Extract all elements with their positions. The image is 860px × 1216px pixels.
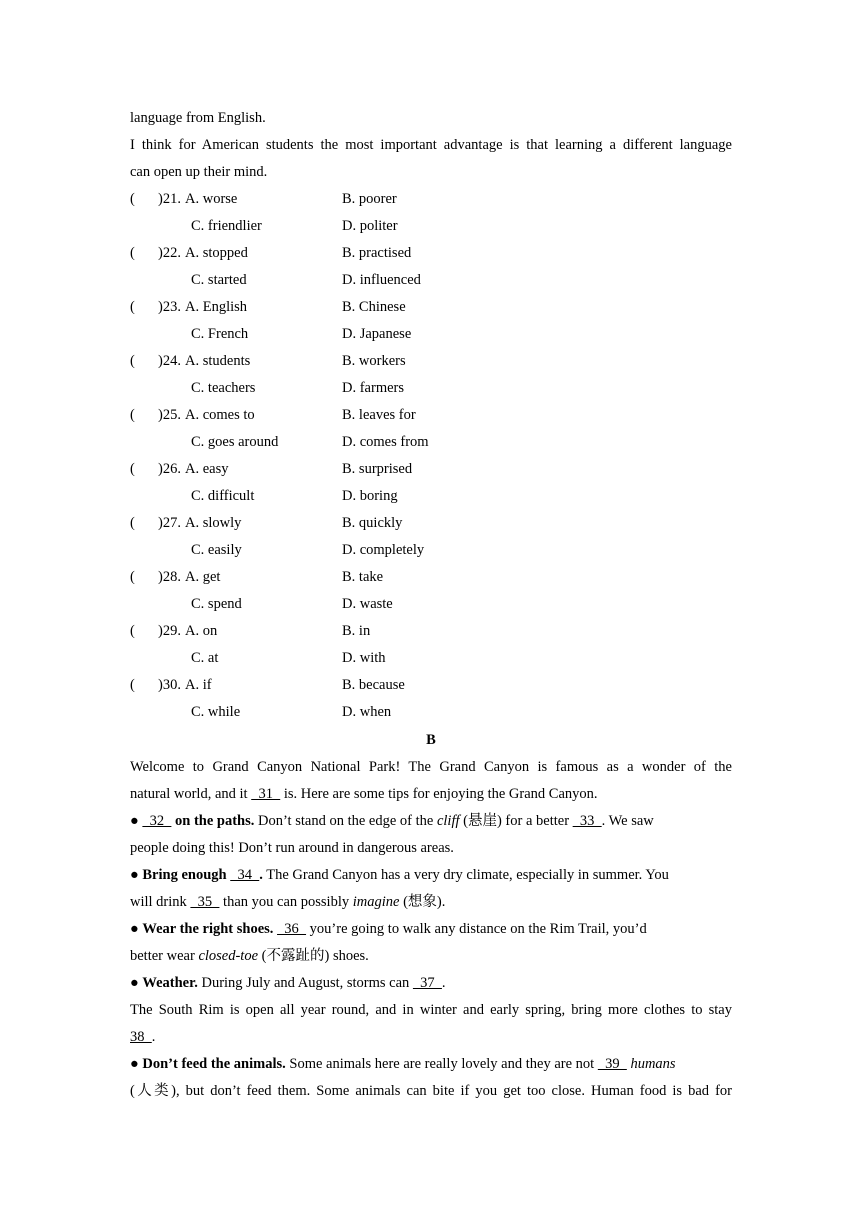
question-number: )27. [158, 515, 181, 531]
question-number: )26. [158, 461, 181, 477]
answer-paren[interactable]: ( [130, 245, 135, 261]
option-a[interactable]: A. stopped [185, 245, 248, 261]
bullet: ● [130, 813, 139, 829]
question-number: )22. [158, 245, 181, 261]
option-c[interactable]: C. French [191, 326, 249, 342]
option-c[interactable]: C. started [191, 272, 247, 288]
question-row-options [130, 432, 732, 452]
question-row-options [130, 648, 732, 668]
question-row-options [130, 324, 732, 344]
passage-line: Welcome to Grand Canyon National Park! The Grand Canyon is famous as a wonder of the [130, 759, 732, 775]
option-a[interactable]: A. easy [185, 461, 229, 477]
tip-heading: on the paths. [175, 813, 255, 829]
option-c[interactable]: C. easily [191, 542, 242, 558]
answer-paren[interactable]: ( [130, 407, 135, 423]
question-number: )23. [158, 299, 181, 315]
question-row-options [130, 378, 732, 398]
answer-paren[interactable]: ( [130, 677, 135, 693]
option-d[interactable]: D. farmers [342, 380, 405, 396]
blank-33[interactable]: 33 [572, 813, 602, 829]
text: (不露趾的) shoes. [258, 948, 369, 964]
blank-39[interactable]: 39 [597, 1056, 627, 1072]
tip-line-34 [130, 865, 732, 885]
question-number: )25. [158, 407, 181, 423]
question-row [130, 621, 732, 641]
intro-line-3: can open up their mind. [130, 164, 268, 180]
question-number: )30. [158, 677, 181, 693]
option-d[interactable]: D. waste [342, 596, 393, 612]
intro-line-1: language from English. [130, 110, 266, 126]
text: . [151, 1029, 156, 1045]
option-c[interactable]: C. at [191, 650, 219, 666]
answer-paren[interactable]: ( [130, 299, 135, 315]
tip-line-37 [130, 973, 732, 993]
blank-37[interactable]: 37 [412, 975, 442, 991]
option-a[interactable]: A. get [185, 569, 221, 585]
text: is. Here are some tips for enjoying the Grand Canyon. [280, 786, 598, 802]
tip-line-36 [130, 919, 732, 939]
text: natural world, and it [130, 786, 252, 802]
option-c[interactable]: C. difficult [191, 488, 255, 504]
question-row [130, 459, 732, 479]
tip-heading: Wear the right shoes. [142, 921, 274, 937]
bullet: ● [130, 1056, 139, 1072]
term-imagine: imagine [352, 894, 400, 910]
tip-heading: Bring enough [142, 867, 227, 883]
passage-line [130, 946, 732, 966]
answer-paren[interactable]: ( [130, 569, 135, 585]
bullet: ● [130, 921, 139, 937]
text: you’re going to walk any distance on the Rim Trail, you’d [306, 921, 647, 937]
text: The Grand Canyon has a very dry climate, especially in summer. You [262, 867, 669, 883]
tip-heading: Don’t feed the animals. [142, 1056, 286, 1072]
blank-35[interactable]: 35 [190, 894, 220, 910]
question-row [130, 297, 732, 317]
option-b[interactable]: B. in [342, 623, 371, 639]
option-b[interactable]: B. practised [342, 245, 412, 261]
bullet: ● [130, 975, 139, 991]
tip-line-39 [130, 1054, 732, 1074]
passage-line [130, 1027, 732, 1047]
option-d[interactable]: D. completely [342, 542, 425, 558]
text: . We saw [601, 813, 654, 829]
option-c[interactable]: C. goes around [191, 434, 279, 450]
question-row-options [130, 702, 732, 722]
question-row-options [130, 594, 732, 614]
answer-paren[interactable]: ( [130, 191, 135, 207]
question-number: )28. [158, 569, 181, 585]
blank-31[interactable]: 31 [251, 786, 281, 802]
option-c[interactable]: C. while [191, 704, 241, 720]
blank-32[interactable]: 32 [142, 813, 172, 829]
question-row [130, 243, 732, 263]
option-a[interactable]: A. worse [185, 191, 238, 207]
answer-paren[interactable]: ( [130, 461, 135, 477]
option-a[interactable]: A. students [185, 353, 251, 369]
question-row [130, 405, 732, 425]
answer-paren[interactable]: ( [130, 623, 135, 639]
term-humans: humans [630, 1056, 676, 1072]
text: (想象). [399, 894, 446, 910]
tip-heading: Weather. [142, 975, 198, 991]
option-b[interactable]: B. quickly [342, 515, 403, 531]
tip-line-32 [130, 811, 732, 831]
text: will drink [130, 894, 191, 910]
blank-36[interactable]: 36 [277, 921, 307, 937]
option-d[interactable]: D. Japanese [342, 326, 412, 342]
intro-line-2: I think for American students the most important advantage is that learning a different language [130, 137, 732, 153]
option-a[interactable]: A. comes to [185, 407, 255, 423]
question-number: )29. [158, 623, 181, 639]
option-d[interactable]: D. when [342, 704, 392, 720]
option-c[interactable]: C. friendlier [191, 218, 262, 234]
option-d[interactable]: D. comes from [342, 434, 429, 450]
blank-34[interactable]: 34 [230, 867, 260, 883]
bullet: ● [130, 867, 139, 883]
passage-line: people doing this! Don’t run around in dangerous areas. [130, 840, 454, 856]
option-d[interactable]: D. boring [342, 488, 398, 504]
question-row-options [130, 486, 732, 506]
option-b[interactable]: B. because [342, 677, 405, 693]
option-b[interactable]: B. take [342, 569, 384, 585]
text: than you can possibly [219, 894, 353, 910]
option-a[interactable]: A. if [185, 677, 212, 693]
option-d[interactable]: D. with [342, 650, 386, 666]
option-b[interactable]: B. leaves for [342, 407, 416, 423]
section-b-heading: B [426, 732, 436, 748]
option-b[interactable]: B. workers [342, 353, 406, 369]
option-c[interactable]: C. teachers [191, 380, 256, 396]
text: During July and August, storms can [197, 975, 413, 991]
question-row [130, 189, 732, 209]
passage-line [130, 784, 732, 804]
question-number: )21. [158, 191, 181, 207]
text: . [259, 867, 263, 883]
option-d[interactable]: D. politer [342, 218, 398, 234]
question-number: )24. [158, 353, 181, 369]
term-cliff: cliff [436, 813, 460, 829]
option-b[interactable]: B. poorer [342, 191, 397, 207]
question-row [130, 513, 732, 533]
blank-38[interactable]: 38 [130, 1029, 152, 1045]
option-b[interactable]: B. surprised [342, 461, 413, 477]
text: . [441, 975, 446, 991]
question-row-options [130, 216, 732, 236]
answer-paren[interactable]: ( [130, 515, 135, 531]
passage-line: (人类), but don’t feed them. Some animals can bite if you get too close. Human food is bad for [130, 1083, 732, 1099]
question-row-options [130, 540, 732, 560]
text: Don’t stand on the edge of the [254, 813, 437, 829]
question-row [130, 675, 732, 695]
option-a[interactable]: A. slowly [185, 515, 242, 531]
question-row [130, 351, 732, 371]
option-a[interactable]: A. on [185, 623, 218, 639]
text: better wear [130, 948, 199, 964]
text: (悬崖) for a better [459, 813, 573, 829]
option-c[interactable]: C. spend [191, 596, 242, 612]
option-d[interactable]: D. influenced [342, 272, 421, 288]
question-row-options [130, 270, 732, 290]
answer-paren[interactable]: ( [130, 353, 135, 369]
text: Some animals here are really lovely and they are not [285, 1056, 598, 1072]
passage-line [130, 892, 732, 912]
option-a[interactable]: A. English [185, 299, 248, 315]
question-row [130, 567, 732, 587]
term-closed-toe: closed-toe [198, 948, 259, 964]
option-b[interactable]: B. Chinese [342, 299, 406, 315]
passage-line: The South Rim is open all year round, and in winter and early spring, bring more clothes to stay [130, 1002, 732, 1018]
